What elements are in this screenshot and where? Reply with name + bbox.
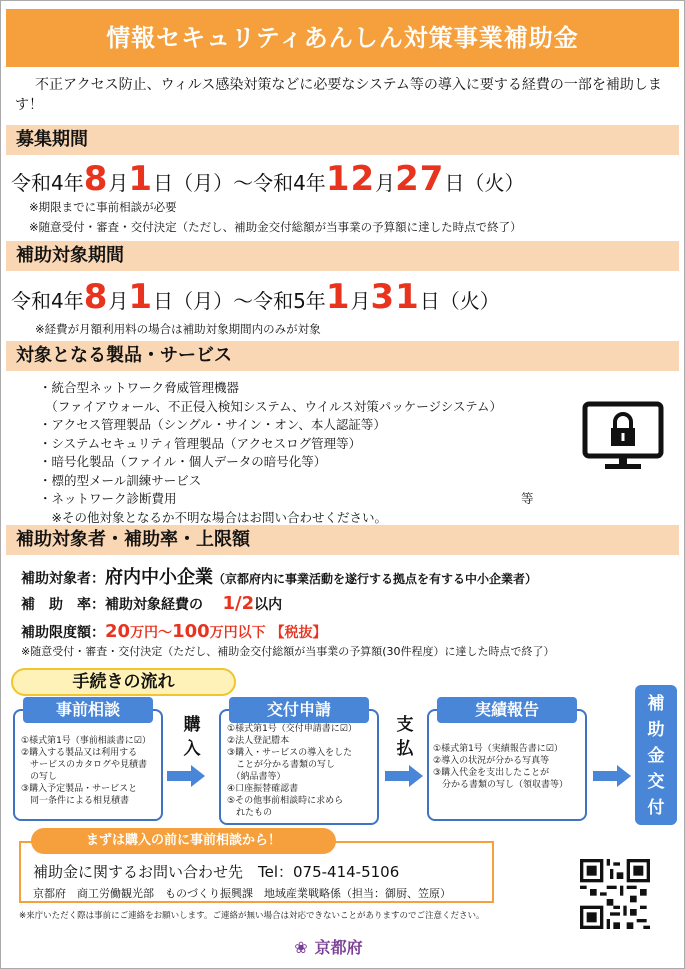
list-item: ①様式第1号（実績報告書に☑） [433, 744, 563, 754]
intro-text: 不正アクセス防止、ウィルス感染対策などに必要なシステム等の導入に要する経費の一部を補助します！ [15, 77, 662, 113]
limit-unit: 万円以下 【税抜】 [209, 625, 327, 641]
eligibility-heading: 補助対象者・補助率・上限額 [6, 525, 679, 555]
limit-min: 20 [105, 621, 131, 642]
target-note: （京都府内に事業活動を遂行する拠点を有する中小企業者） [213, 572, 538, 586]
list-item: ②導入の状況が分かる写真等 [433, 756, 550, 766]
list-item: ②法人登記謄本 [227, 736, 290, 746]
recruit-dates [11, 159, 524, 199]
recruit-note-2: ※随意受付・審査・交付決定（ただし、補助金交付総額が当事業の予算額に達した時点で終了） [29, 220, 522, 234]
step-consult-heading: 事前相談 [23, 697, 153, 723]
list-item: ④口座振替確認書 [227, 784, 299, 794]
list-item: の写し [21, 772, 58, 782]
date-text: 令和4年 [11, 171, 84, 195]
limit-row [21, 621, 327, 642]
period-dates [11, 277, 500, 317]
rate-value: 1/2 [222, 593, 255, 614]
footnote: ※来庁いただく際は事前にご連絡をお願いします。ご連絡が無い場合は対応できないことがありますのでご注意ください。 [19, 911, 485, 921]
date-text: 日（月）〜令和5年 [153, 289, 326, 313]
step-report-body [433, 743, 568, 791]
list-item: れたもの [227, 808, 273, 818]
rate-row [21, 593, 282, 614]
recruit-note-1: ※期限までに事前相談が必要 [29, 200, 177, 214]
eligibility-note: ※随意受付・審査・交付決定（ただし、補助金交付総額が当事業の予算額(30件程度）に達した時点で終了） [21, 645, 555, 658]
target-value: 府内中小企業 [105, 567, 213, 588]
purchase-label: 購入 [183, 715, 201, 759]
list-item: 分かる書類の写し（領収書等） [433, 780, 569, 790]
final-step-label: 補助金交付 [647, 694, 665, 818]
kyoto-logo [293, 935, 363, 958]
logo-text: 京都府 [314, 938, 363, 957]
list-item: ・標的型メール訓練サービス [39, 472, 202, 488]
list-item: （ファイアウォール、不正侵入検知システム、ウイルス対策パッケージシステム） [39, 398, 502, 414]
list-item: ③購入・サービスの導入をした [227, 748, 353, 758]
list-item: （納品書等） [227, 772, 286, 782]
list-item: ・統合型ネットワーク脅威管理機器 [39, 380, 240, 395]
list-item: サービスのカタログや見積書 [21, 760, 148, 770]
list-item: ②購入する製品又は利用する [21, 748, 138, 758]
target-label: 補助対象者： [21, 571, 105, 587]
period-heading: 補助対象期間 [6, 241, 679, 271]
date-text: 月 [375, 171, 396, 195]
day-number: 1 [128, 159, 154, 199]
list-item: ・システムセキュリティ管理製品（アクセスログ管理等） [39, 435, 362, 451]
list-item: ことが分かる書類の写し [227, 760, 336, 770]
date-text: 令和4年 [11, 289, 84, 313]
locked-monitor-icon [581, 401, 665, 473]
final-step-subsidy [635, 685, 677, 825]
step-apply-heading: 交付申請 [229, 697, 369, 723]
list-item: ①様式第1号（交付申請書に☑） [227, 724, 357, 734]
list-item: ・暗号化製品（ファイル・個人データの暗号化等） [39, 454, 327, 469]
list-item: ③購入予定製品・サービスと [21, 784, 138, 794]
limit-unit: 万円〜 [130, 625, 173, 641]
date-text: 月 [350, 289, 371, 313]
step-report-heading: 実績報告 [437, 697, 577, 723]
day-number: 27 [395, 159, 445, 199]
date-text: 月 [108, 171, 129, 195]
list-item: ③購入代金を支出したことが [433, 768, 550, 778]
products-list [39, 379, 502, 527]
date-text: 月 [108, 289, 129, 313]
list-item: ①様式第1号（事前相談書に☑） [21, 736, 151, 746]
kyoto-emblem-icon: ❀ [294, 938, 308, 957]
list-item: 同一条件による相見積書 [21, 796, 130, 806]
day-number: 1 [128, 277, 154, 317]
arrow-right-icon [385, 765, 423, 787]
etc-label: 等 [521, 491, 534, 506]
products-heading: 対象となる製品・サービス [6, 341, 679, 371]
list-item: ⑤その他事前相談時に求めら [227, 796, 344, 806]
month-number: 8 [83, 277, 109, 317]
limit-max: 100 [172, 621, 210, 642]
date-text: 日（火） [444, 171, 525, 195]
rate-label: 補 助 率：補助対象経費の [21, 597, 203, 613]
target-row [21, 563, 537, 589]
list-item: ・アクセス管理製品（シングル・サイン・オン、本人認証等） [39, 417, 386, 432]
contact-phone: 補助金に関するお問い合わせ先 Tel：075-414-5106 [33, 863, 400, 881]
rate-suffix: 以内 [254, 597, 283, 613]
step-apply-body [227, 723, 357, 819]
date-text: 日（火） [419, 289, 500, 313]
list-item: ※その他対象となるか不明な場合はお問い合わせください。 [39, 509, 387, 525]
contact-department: 京都府 商工労働観光部 ものづくり振興課 地域産業戦略係（担当：御厨、笠原） [33, 887, 451, 900]
step-consult-body [21, 735, 151, 807]
date-text: 日（月）〜令和4年 [153, 171, 326, 195]
flow-title: 手続きの流れ [11, 668, 236, 696]
month-number: 8 [83, 159, 109, 199]
month-number: 1 [325, 277, 351, 317]
month-number: 12 [325, 159, 376, 199]
payment-label: 支払 [396, 715, 414, 759]
limit-label: 補助限度額： [21, 625, 105, 641]
contact-tag: まずは購入の前に事前相談から！ [31, 828, 336, 854]
arrow-right-icon [167, 765, 205, 787]
list-item: ・ネットワーク診断費用 [39, 491, 177, 506]
recruit-heading: 募集期間 [6, 125, 679, 155]
day-number: 31 [370, 277, 420, 317]
arrow-right-icon [593, 765, 631, 787]
qr-code-icon[interactable] [580, 859, 650, 929]
period-note: ※経費が月額利用料の場合は補助対象期間内のみが対象 [35, 322, 321, 336]
page-title: 情報セキュリティあんしん対策事業補助金 [6, 9, 679, 67]
